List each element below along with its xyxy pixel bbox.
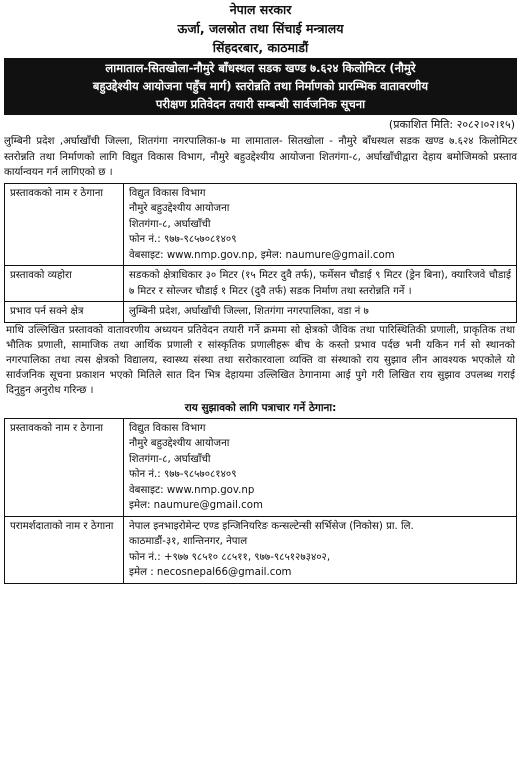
- notice-title-banner: [4, 58, 517, 115]
- consultant-email[interactable]: इमेल : necosnepal66@gmail.com: [129, 567, 292, 579]
- correspondence-heading: राय सुझावको लागि पत्राचार गर्ने ठेगाना:: [184, 401, 337, 414]
- notice-title-line-2: बहुउद्देश्यीय आयोजना पहुँच मार्ग) स्तरोन्नति तथा निर्माणको प्रारम्भिक वातावरणीय: [92, 79, 429, 93]
- proponent-row: [5, 183, 517, 266]
- description-label: प्रस्तावको व्यहोरा: [5, 266, 124, 302]
- proponent-details: [124, 183, 517, 266]
- correspondence-table: [4, 418, 517, 584]
- published-date: (प्रकाशित मिति: २०८२।०२।१५): [388, 118, 515, 131]
- intro-paragraph: लुम्बिनी प्रदेश ,अर्घाखाँची जिल्ला, शितगंगा नगरपालिका-७ मा लामाताल- सितखोला - नौमुरे बाँधस्थल सडक खण्ड ७.६२४ किलोमिटर स्तरोन्नति तथा निर्माणको लागि विद्युत विकास विभाग, नौमुरे बहुउद्देश्यीय आयोजना शितगंगा-८, अर्घाखाँचीद्वारा देहाय बमोजिमको प्रस्ताव कार्यान्वयन गर्न लागिएको छ ।: [4, 136, 517, 178]
- affected-area-row: [5, 302, 517, 323]
- affected-area-label: प्रभाव पर्न सक्ने क्षेत्र: [5, 302, 124, 323]
- correspondence-proponent-row: [5, 418, 517, 516]
- correspondence-department: विद्युत विकास विभाग: [129, 422, 206, 434]
- affected-area-text: लुम्बिनी प्रदेश, अर्घाखाँची जिल्ला, शितगंगा नगरपालिका, वडा नं ७: [124, 302, 517, 323]
- consultant-details: [124, 516, 517, 583]
- correspondence-phone: फोन नं.: ९७७-९८५७०८१४०९: [129, 469, 237, 481]
- proponent-project: नौमुरे बहुउद्देश्यीय आयोजना: [129, 203, 230, 214]
- correspondence-address: शितगंगा-८, अर्घाखाँची: [129, 453, 211, 465]
- body-paragraph: माथि उल्लिखित प्रस्तावको वातावरणीय अध्ययन प्रतिवेदन तयारी गर्ने क्रममा सो क्षेत्रको जैविक तथा पारिस्थितिकी प्रणाली, प्राकृतिक तथा भौतिक प्रणाली, सामाजिक तथा आर्थिक प्रणाली र सांस्कृतिक प्रणालीहरू बीच के कस्तो प्रभाव पर्दछ भनी यकिन गर्न सो स्थानको नगरपालिका तथा त्यस क्षेत्रको विद्यालय, स्वास्थ्य संस्था तथा सरोकारवाला व्यक्ति वा संस्थाको राय सुझाव लीन आवश्यक भएकोले यो सार्वजनिक सूचना प्रकाशन भएको मितिले सात दिन भित्र देहायमा उल्लिखित ठेगानामा आई पुगे गरी लिखित राय सुझाव उपलब्ध गराई दिनुहुन अनुरोध गरिन्छ ।: [6, 324, 515, 397]
- notice-title-line-1: लामाताल-सितखोला-नौमुरे बाँधस्थल सडक खण्ड ७.६२४ किलोमिटर (नौमुरे: [105, 61, 416, 75]
- correspondence-email[interactable]: इमेल: naumure@gmail.com: [129, 500, 263, 512]
- government-header: [4, 0, 517, 57]
- consultant-address: काठमाडौं-३१, शान्तिनगर, नेपाल: [129, 536, 248, 548]
- header-government: नेपाल सरकार: [229, 2, 292, 17]
- consultant-name: नेपाल इनभाइरोमेन्ट एण्ड इन्जिनियरिङ कन्सल्टेन्सी सर्भिसेज (निकोस) प्रा. लि.: [129, 520, 414, 532]
- consultant-phone: फोन नं.: +९७७ ९८५१० ८८५११, ९७७-९८५१२७३४०२,: [129, 551, 331, 563]
- proponent-department: विद्युत विकास विभाग: [129, 187, 206, 199]
- consultant-row: [5, 516, 517, 583]
- consultant-label: परामर्शदाताको नाम र ठेगाना: [5, 516, 124, 583]
- proponent-address: शितगंगा-८, अर्घाखाँची: [129, 218, 211, 230]
- description-text: [124, 266, 517, 302]
- correspondence-website[interactable]: वेबसाइट: www.nmp.gov.np: [129, 484, 255, 496]
- correspondence-proponent-label: प्रस्तावकको नाम र ठेगाना: [5, 418, 124, 516]
- notice-title-line-3: परीक्षण प्रतिवेदन तयारी सम्बन्धी सार्वजनिक सूचना: [155, 97, 366, 111]
- header-location: सिंहदरबार, काठमाडौं: [212, 40, 309, 55]
- correspondence-project: नौमुरे बहुउद्देश्यीय आयोजना: [129, 438, 230, 450]
- project-description: सडकको क्षेत्राधिकार ३० मिटर (१५ मिटर दुवै तर्फ), फर्मेसन चौडाई ९ मिटर (ड्रेन बिना), क्यारिजवे चौडाई ७ मिटर र सोल्जर चौडाई १ मिटर (दुवै तर्फ) सडक निर्माण तथा स्तरोन्नति गर्ने ।: [129, 270, 511, 297]
- correspondence-proponent-details: [124, 418, 517, 516]
- header-ministry: ऊर्जा, जलस्रोत तथा सिंचाई मन्त्रालय: [177, 21, 344, 36]
- proponent-label: प्रस्तावकको नाम र ठेगाना: [5, 183, 124, 266]
- proponent-web-email[interactable]: वेबसाइट: www.nmp.gov.np, इमेल: naumure@gmail.com: [129, 249, 395, 261]
- proponent-phone: फोन नं.: ९७७-९८५७०८१४०९: [129, 234, 237, 245]
- project-info-table: [4, 183, 517, 323]
- description-row: [5, 266, 517, 302]
